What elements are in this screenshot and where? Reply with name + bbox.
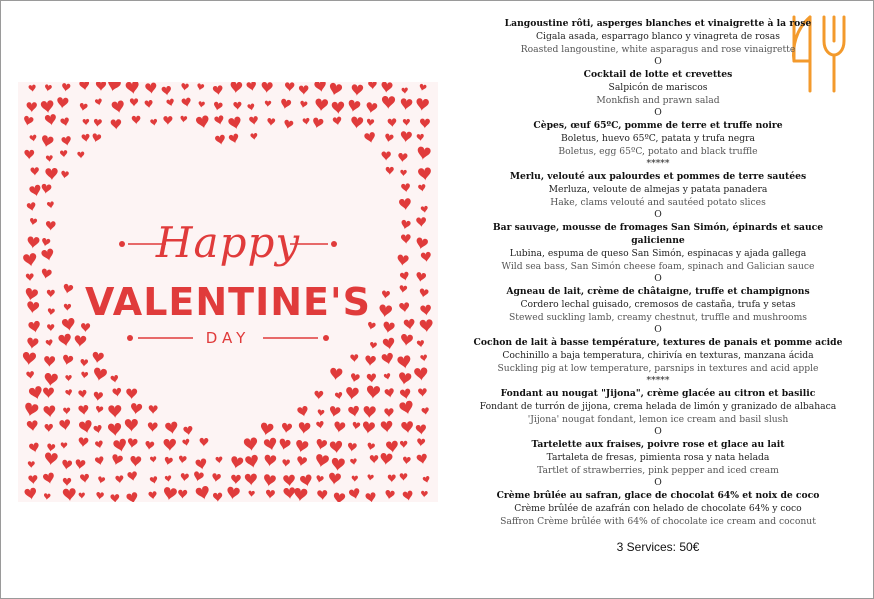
dish-name-spanish: Fondant de turrón de jijona, crema helada de limón y granizado de albahaca <box>479 401 837 412</box>
dish-name-english: Hake, clams velouté and sautéed potato slices <box>550 197 766 208</box>
menu-separator: O <box>654 477 662 488</box>
dish-name-french: Merlu, velouté aux palourdes et pommes de terre sautées <box>509 171 807 182</box>
dish-name-french: Crème brûlée au safran, glace de chocolat 64% et noix de coco <box>496 490 820 501</box>
menu-separator: O <box>654 426 662 437</box>
menu-dish-6 <box>470 285 846 324</box>
card-valentines-text: VALENTINE'S <box>84 280 372 324</box>
card-happy-text: Happy <box>155 218 301 267</box>
dish-name-spanish: Cochinillo a baja temperatura, chirivía en texturas, manzana ácida <box>502 350 814 361</box>
valentines-card-text <box>18 82 438 502</box>
dish-name-english: Stewed suckling lamb, creamy chestnut, truffle and mushrooms <box>508 312 808 323</box>
dish-name-english: Tartlet of strawberries, pink pepper and iced cream <box>537 465 779 476</box>
dish-name-english: Wild sea bass, San Simón cheese foam, spinach and Galician sauce <box>501 261 815 272</box>
dish-name-spanish: Cigala asada, esparrago blanco y vinagreta de rosas <box>536 31 780 42</box>
menu-dish-8 <box>470 387 846 426</box>
menu-dish-10 <box>470 489 846 528</box>
dish-name-english: Saffron Crème brûlée with 64% of chocolate ice cream and coconut <box>500 516 816 527</box>
menu-dish-9 <box>470 438 846 477</box>
menu-separator: O <box>654 209 662 220</box>
menu-dish-4 <box>470 170 846 209</box>
dish-name-french: Cochon de lait à basse température, textures de panais et pomme acide <box>473 337 843 348</box>
dish-name-english: Boletus, egg 65ºC, potato and black truffle <box>558 146 758 157</box>
course-separator: ***** <box>646 375 670 386</box>
valentines-card-image <box>18 82 438 502</box>
dish-name-french: Cocktail de lotte et crevettes <box>583 69 733 80</box>
dish-name-spanish: Crème brûlée de azafrán con helado de chocolate 64% y coco <box>514 503 802 514</box>
dish-name-english: Monkfish and prawn salad <box>596 95 720 106</box>
dish-name-french: Agneau de lait, crème de châtaigne, truffe et champignons <box>506 286 810 297</box>
card-ornament-lines <box>18 82 438 502</box>
dish-name-spanish: Boletus, huevo 65ºC, patata y trufa negra <box>561 133 755 144</box>
dish-name-french: Tartelette aux fraises, poivre rose et glace au lait <box>531 439 785 450</box>
menu-separator: O <box>654 107 662 118</box>
menu-dish-1 <box>470 17 846 56</box>
dish-name-spanish: Tartaleta de fresas, pimienta rosa y nata helada <box>546 452 770 463</box>
dish-name-spanish: Lubina, espuma de queso San Simón, espinacas y ajada gallega <box>509 248 807 259</box>
dish-name-spanish: Merluza, veloute de almejas y patata panadera <box>548 184 768 195</box>
dish-name-french: Fondant au nougat "Jijona", crème glacée au citron et basilic <box>500 388 816 399</box>
dish-name-french: Bar sauvage, mousse de fromages San Simón, épinards et sauce galicienne <box>492 222 824 246</box>
menu-dish-5 <box>470 221 846 273</box>
menu-separator: O <box>654 324 662 335</box>
course-separator: ***** <box>646 158 670 169</box>
menu-dish-2 <box>470 68 846 107</box>
dish-name-english: 'Jijona' nougat fondant, lemon ice cream and basil slush <box>527 414 789 425</box>
dish-name-english: Suckling pig at low temperature, parsnips in textures and acid apple <box>497 363 819 374</box>
dish-name-spanish: Salpicón de mariscos <box>608 82 708 93</box>
menu-price: 3 Services: 50€ <box>616 540 700 554</box>
dish-name-french: Cèpes, œuf 65ºC, pomme de terre et truffe noire <box>533 120 783 131</box>
menu-separator: O <box>654 56 662 67</box>
menu-dish-7 <box>470 336 846 375</box>
menu-separator: O <box>654 273 662 284</box>
dish-name-english: Roasted langoustine, white asparagus and rose vinaigrette <box>520 44 796 55</box>
menu-dish-3 <box>470 119 846 158</box>
dish-name-french: Langoustine rôti, asperges blanches et vinaigrette à la rose <box>504 18 812 29</box>
card-day-text: DAY <box>205 329 251 347</box>
dish-name-spanish: Cordero lechal guisado, cremosos de castaña, trufa y setas <box>520 299 796 310</box>
menu-list <box>470 17 846 554</box>
